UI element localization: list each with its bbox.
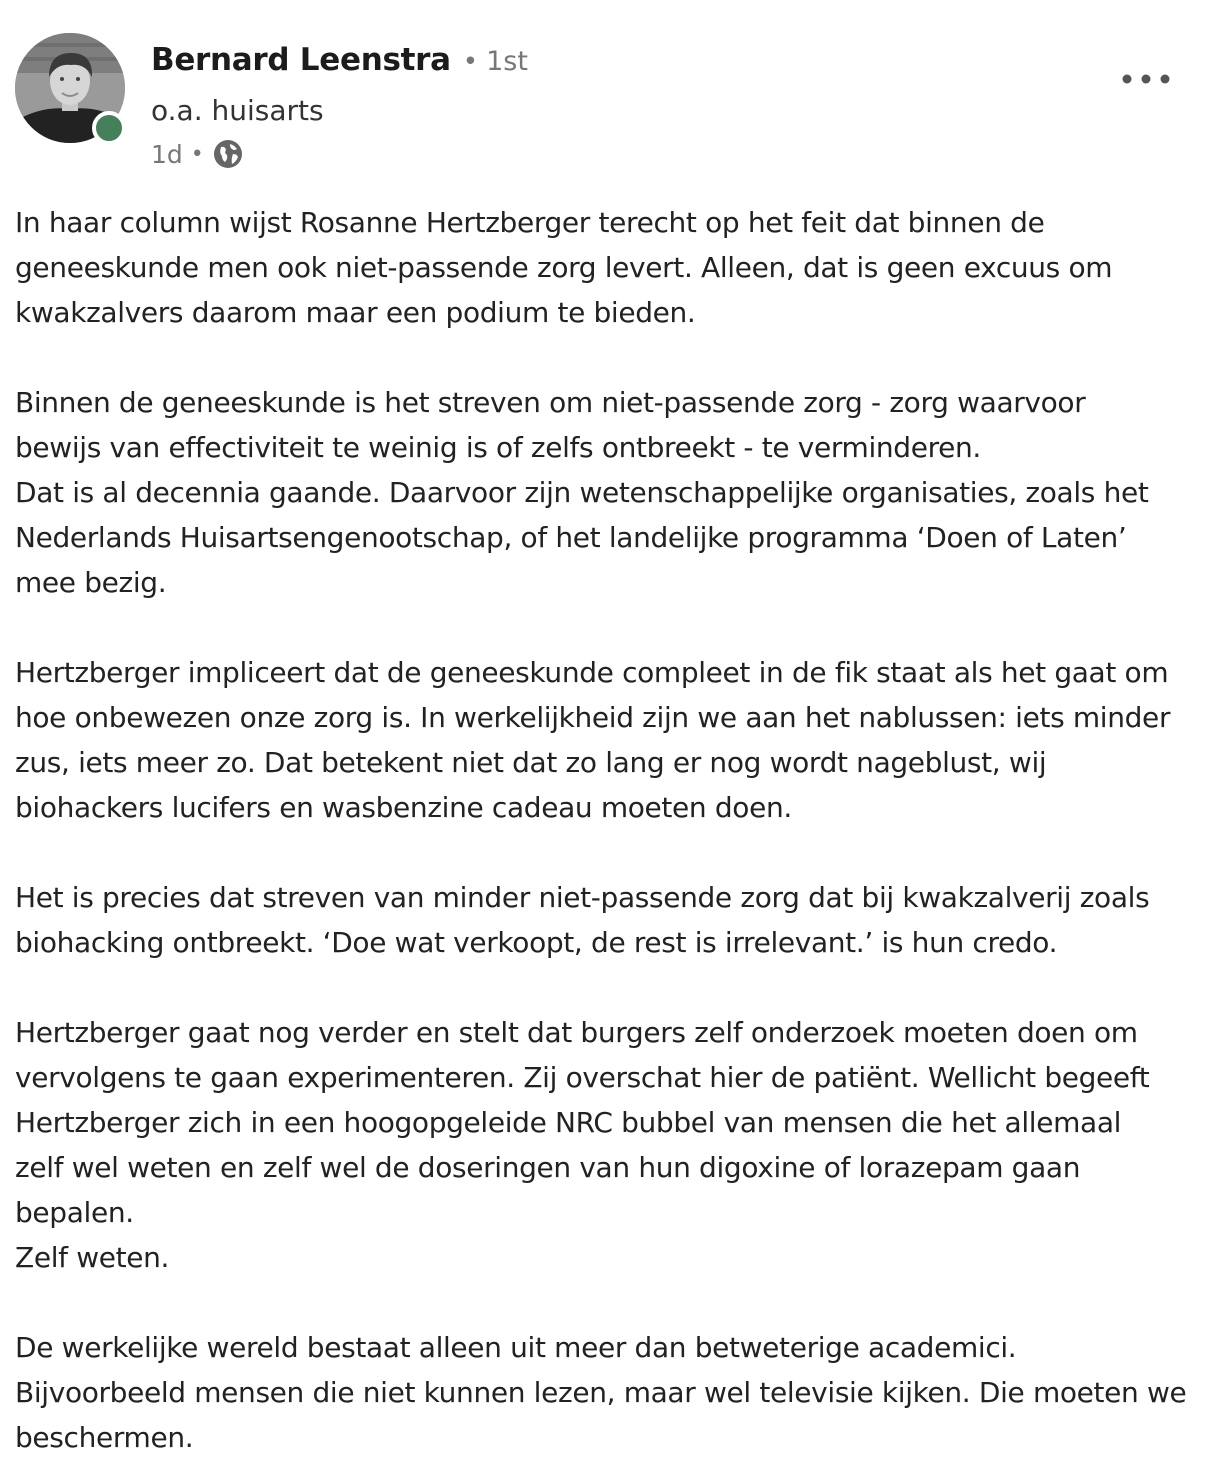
post-text-line: Hertzberger gaat nog verder en stelt dat burgers zelf onderzoek moeten doen om [15, 1016, 1138, 1049]
post-text-line: hoe onbewezen onze zorg is. In werkelijkheid zijn we aan het nablussen: iets minder [15, 701, 1171, 734]
post-text-line: Hertzberger impliceert dat de geneeskunde compleet in de fik staat als het gaat om [15, 656, 1169, 689]
post-header [0, 0, 1227, 180]
post-text-line: zus, iets meer zo. Dat betekent niet dat zo lang er nog wordt nageblust, wij [15, 746, 1047, 779]
post-text-line: zelf wel weten en zelf wel de doseringen van hun digoxine of lorazepam gaan [15, 1151, 1081, 1184]
post-text-line: Zelf weten. [15, 1241, 170, 1274]
post-text-line: biohackers lucifers en wasbenzine cadeau moeten doen. [15, 791, 792, 824]
post-text-line: bewijs van effectiviteit te weinig is of zelfs ontbreekt - te verminderen. [15, 431, 981, 464]
author-name[interactable]: Bernard Leenstra [151, 42, 451, 78]
post-text-line: De werkelijke wereld bestaat alleen uit meer dan betweterige academici. [15, 1331, 1017, 1364]
globe-icon [212, 138, 244, 170]
post-text-line: Het is precies dat streven van minder niet-passende zorg dat bij kwakzalverij zoals [15, 881, 1150, 914]
post-text-line: Dat is al decennia gaande. Daarvoor zijn wetenschappelijke organisaties, zoals het [15, 476, 1149, 509]
post-age: 1d [151, 139, 183, 169]
post-text-line: geneeskunde men ook niet-passende zorg levert. Alleen, dat is geen excuus om [15, 251, 1113, 284]
post-paragraph [15, 380, 1215, 605]
post-text-line: vervolgens te gaan experimenteren. Zij overschat hier de patiënt. Wellicht begeeft [15, 1061, 1150, 1094]
more-horizontal-icon [1116, 60, 1178, 96]
post-text-line: kwakzalvers daarom maar een podium te bieden. [15, 296, 696, 329]
post-text-line: Binnen de geneeskunde is het streven om niet-passende zorg - zorg waarvoor [15, 386, 1086, 419]
post-text-line: In haar column wijst Rosanne Hertzberger terecht op het feit dat binnen de [15, 206, 1045, 239]
degree-separator: • [462, 47, 479, 77]
post-text-line: Hertzberger zich in een hoogopgeleide NRC bubbel van mensen die het allemaal [15, 1106, 1122, 1139]
post-paragraph [15, 650, 1215, 830]
post-text [15, 200, 1215, 1460]
author-headline: o.a. huisarts [151, 94, 324, 127]
post-paragraph [15, 875, 1215, 965]
post-paragraph [15, 1325, 1215, 1460]
post-text-line: Bijvoorbeeld mensen die niet kunnen lezen, maar wel televisie kijken. Die moeten we [15, 1376, 1187, 1409]
connection-degree: 1st [486, 46, 528, 77]
post-text-line: mee bezig. [15, 566, 167, 599]
post-meta [151, 137, 244, 171]
post-text-line: Nederlands Huisartsengenootschap, of het landelijke programma ‘Doen of Laten’ [15, 521, 1127, 554]
online-status-indicator [92, 111, 126, 145]
author-line [151, 42, 528, 86]
post-text-line: beschermen. [15, 1421, 194, 1454]
post-paragraph [15, 200, 1215, 335]
more-options-button[interactable] [1116, 60, 1178, 96]
meta-separator: • [190, 141, 204, 167]
post-text-line: bepalen. [15, 1196, 134, 1229]
post-text-line: biohacking ontbreekt. ‘Doe wat verkoopt, de rest is irrelevant.’ is hun credo. [15, 926, 1058, 959]
post-paragraph [15, 1010, 1215, 1280]
